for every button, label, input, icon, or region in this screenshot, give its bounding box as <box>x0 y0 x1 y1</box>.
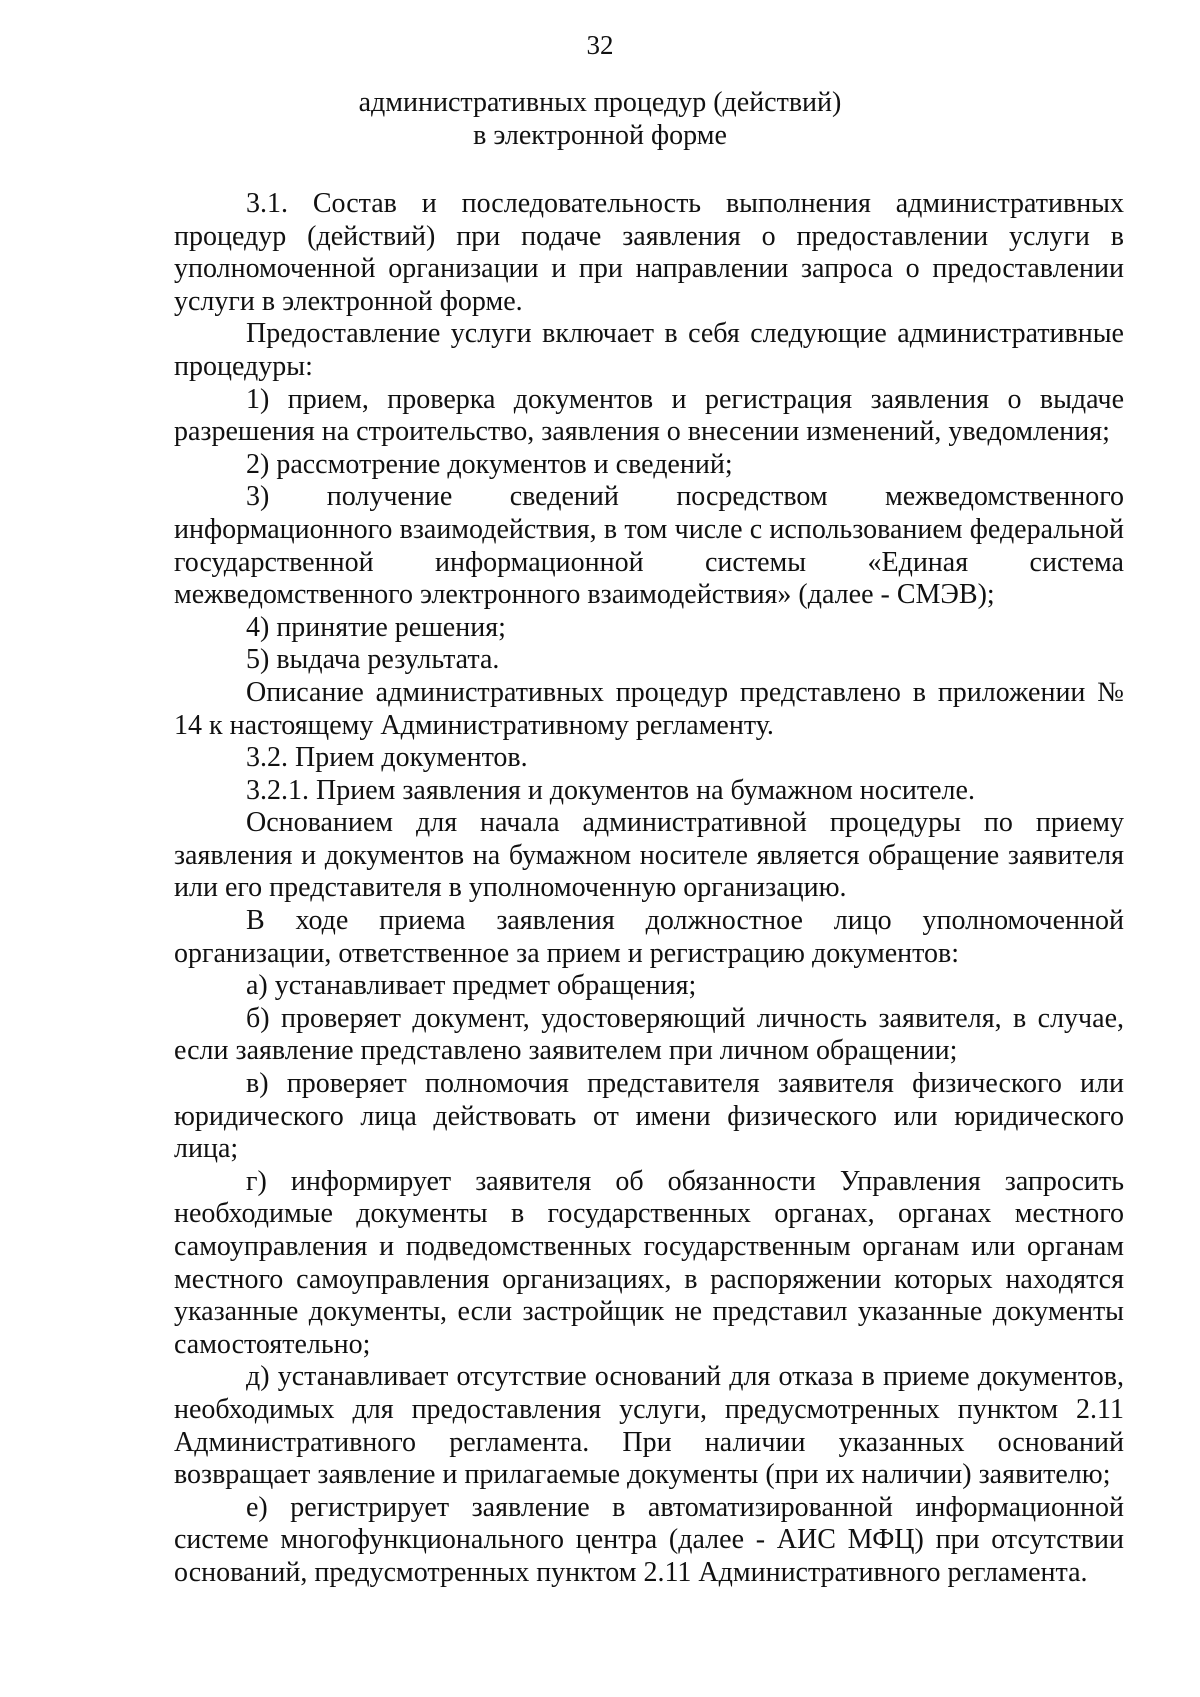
paragraph: г) информирует заявителя об обязанности Управления запросить необходимые документы в государственных органах, органах местного самоуправления и подведомственных государственным органам или органам местного самоуправления организациях, в распоряжении которых находятся указанные документы, если застройщик не представил указанные документы самостоятельно; <box>174 1165 1124 1360</box>
paragraph: 3) получение сведений посредством межведомственного информационного взаимодействия, в том числе с использованием федеральной государственной информационной системы «Единая система межведомственного электронного взаимодействия» (далее - СМЭВ); <box>174 481 1124 611</box>
paragraph: Основанием для начала административной процедуры по приему заявления и документов на бумажном носителе является обращение заявителя или его представителя в уполномоченную организацию. <box>174 807 1124 904</box>
paragraph: 1) прием, проверка документов и регистрация заявления о выдаче разрешения на строительство, заявления о внесении изменений, уведомления; <box>174 383 1124 448</box>
paragraph: Предоставление услуги включает в себя следующие административные процедуры: <box>174 318 1124 382</box>
paragraph: д) устанавливает отсутствие оснований для отказа в приеме документов, необходимых для предоставления услуги, предусмотренных пунктом 2.11 Административного регламента. При наличии указанных оснований возвращает заявление и прилагаемые документы (при их наличии) заявителю; <box>174 1361 1124 1491</box>
paragraph: 3.1. Состав и последовательность выполнения административных процедур (действий) при подаче заявления о предоставлении услуги в уполномоченной организации и при направлении запроса о предоставлении услуги в электронной форме. <box>174 188 1124 317</box>
paragraph: б) проверяет документ, удостоверяющий личность заявителя, в случае, если заявление представлено заявителем при личном обращении; <box>174 1002 1124 1067</box>
paragraph: е) регистрирует заявление в автоматизированной информационной системе многофункционального центра (далее - АИС МФЦ) при отсутствии оснований, предусмотренных пунктом 2.11 Административного регламента. <box>174 1491 1124 1588</box>
page-number: 32 <box>586 30 614 60</box>
paragraph: 4) принятие решения; <box>246 611 506 643</box>
paragraph: а) устанавливает предмет обращения; <box>246 970 697 1002</box>
paragraph: 3.2. Прием документов. <box>246 742 528 774</box>
paragraph: В ходе приема заявления должностное лицо уполномоченной организации, ответственное за прием и регистрацию документов: <box>174 905 1124 969</box>
paragraph: 5) выдача результата. <box>246 644 500 676</box>
paragraph: в) проверяет полномочия представителя заявителя физического или юридического лица действовать от имени физического или юридического лица; <box>174 1068 1124 1165</box>
paragraph: 3.2.1. Прием заявления и документов на бумажном носителе. <box>246 774 975 806</box>
paragraph: Описание административных процедур представлено в приложении № 14 к настоящему Административному регламенту. <box>174 676 1124 741</box>
section-heading-line-2: в электронной форме <box>473 120 727 151</box>
paragraph: 2) рассмотрение документов и сведений; <box>246 448 733 480</box>
section-heading-line-1: административных процедур (действий) <box>358 87 842 118</box>
document-body <box>174 188 1124 1590</box>
section-heading <box>0 86 1200 152</box>
